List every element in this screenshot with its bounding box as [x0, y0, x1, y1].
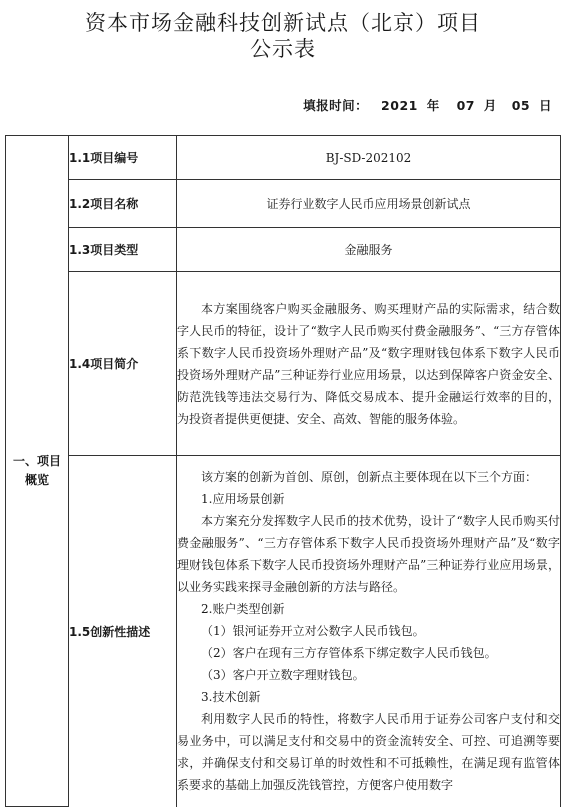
- row-value-project-intro: [177, 272, 561, 456]
- fill-date-month-unit: 月: [483, 98, 497, 113]
- innovation-paragraph: 利用数字人民币的特性，将数字人民币用于证券公司客户支付和交易业务中，可以满足支付和交易中的资金流转安全、可控、可追溯等要求，并确保支付和交易订单的时效性和不可抵赖性，在满足现有监管体系要求的基础上加强反洗钱管控，方便客户使用数字: [177, 712, 560, 793]
- innovation-paragraph: 该方案的创新为首创、原创，创新点主要体现在以下三个方面：: [201, 470, 538, 485]
- fill-date-month: 07: [456, 98, 475, 113]
- row-label-project-number: 1.1项目编号: [69, 136, 177, 180]
- innovation-list-item: （2）客户在现有三方存管体系下绑定数字人民币钱包。: [201, 646, 497, 661]
- document-title: 资本市场金融科技创新试点（北京）项目: [85, 11, 481, 35]
- row-label-project-type: 1.3项目类型: [69, 228, 177, 272]
- row-value-project-type: 金融服务: [177, 228, 561, 272]
- innovation-heading: 3.技术创新: [201, 690, 261, 705]
- fill-date: [303, 96, 552, 114]
- innovation-paragraph: 本方案充分发挥数字人民币的技术优势，设计了“数字人民币购买付费金融服务”、“三方存管体系下数字人民币投资场外理财产品”及“数字理财钱包体系下数字人民币投资场外理财产品”三种证券行业应用场景，以业务实践来探寻金融创新的方法与路径。: [177, 514, 560, 595]
- row-value-project-number: BJ-SD-202102: [177, 136, 561, 180]
- row-label-project-name: 1.2项目名称: [69, 180, 177, 228]
- row-label-project-intro: 1.4项目简介: [69, 272, 177, 456]
- section-header-line1: 一、项目: [12, 454, 61, 468]
- innovation-heading: 2.账户类型创新: [201, 602, 285, 617]
- fill-date-year: 2021: [381, 98, 418, 113]
- innovation-list-item: （3）客户开立数字理财钱包。: [201, 668, 365, 683]
- row-value-innovation: [177, 456, 561, 807]
- table-row: [6, 180, 561, 228]
- section-header-line2: 概览: [24, 473, 49, 487]
- table-row: [6, 272, 561, 456]
- intro-paragraph: 本方案围绕客户购买金融服务、购买理财产品的实际需求，结合数字人民币的特征，设计了“数字人民币购买付费金融服务”、“三方存管体系下数字人民币投资场外理财产品”及“数字理财钱包体系下数字人民币投资场外理财产品”三种证券行业应用场景，以达到保障客户资金安全、防范洗钱等违法交易行为、降低交易成本、提升金融运行效率的目的，为投资者提供更便捷、安全、高效、智能的服务体验。: [177, 301, 560, 426]
- fill-date-label: 填报时间：: [303, 98, 369, 113]
- innovation-heading: 1.应用场景创新: [201, 492, 285, 507]
- row-label-innovation: 1.5创新性描述: [69, 456, 177, 807]
- fill-date-year-unit: 年: [426, 98, 440, 113]
- table-row: [6, 456, 561, 807]
- row-value-project-name: 证券行业数字人民币应用场景创新试点: [177, 180, 561, 228]
- section-header: [6, 136, 69, 807]
- project-table: [5, 135, 561, 807]
- fill-date-day-unit: 日: [538, 98, 552, 113]
- table-row: [6, 136, 561, 180]
- table-row: [6, 228, 561, 272]
- fill-date-day: 05: [511, 98, 531, 113]
- document-subtitle: 公示表: [250, 37, 316, 61]
- innovation-list-item: （1）银河证券开立对公数字人民币钱包。: [201, 624, 425, 639]
